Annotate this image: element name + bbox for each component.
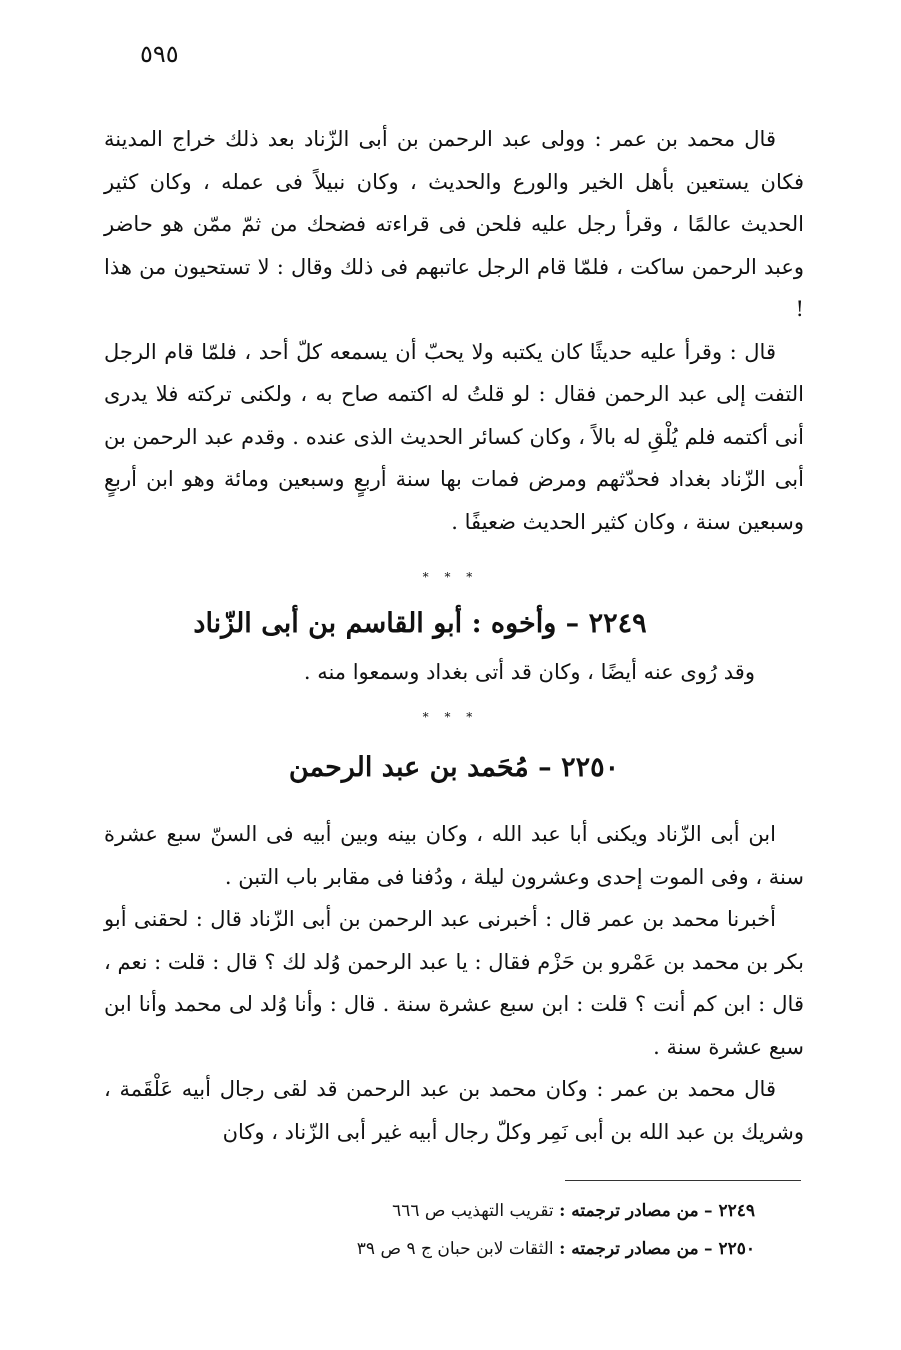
entry-heading-2249: ٢٢٤٩ – وأخوه : أبو القاسم بن أبى الزّناد — [193, 608, 647, 639]
entry-body-2250 — [104, 813, 804, 1153]
footnote — [357, 1230, 755, 1268]
biography-continuation — [104, 118, 804, 543]
entry-note-2249: وقد رُوى عنه أيضًا ، وكان قد أتى بغداد وسمعوا منه . — [303, 660, 755, 684]
footnote-text: تقريب التهذيب ص ٦٦٦ — [392, 1201, 554, 1221]
section-separator: * * * — [422, 710, 479, 724]
paragraph: ابن أبى الزّناد ويكنى أبا عبد الله ، وكان بينه وبين أبيه فى السنّ سبع عشرة سنة ، وفى الموت إحدى وعشرون ليلة ، ودُفنا فى مقابر باب التبن . — [104, 822, 804, 889]
footnote-divider — [565, 1180, 801, 1181]
footnote-number: ٢٢٥٠ – — [704, 1239, 755, 1259]
section-separator: * * * — [422, 570, 479, 584]
footnote-text: الثقات لابن حبان ج ٩ ص ٣٩ — [356, 1239, 554, 1259]
paragraph: قال محمد بن عمر : وولى عبد الرحمن بن أبى الزّناد بعد ذلك خراج المدينة فكان يستعين بأهل الخير والورع والحديث ، وكان نبيلاً فى عمله ، وكان كثير الحديث عالمًا ، وقرأ رجل عليه فلحن فى قراءته فضحك من ثمّ ممّن هو حاضر وعبد الرحمن ساكت ، فلمّا قام الرجل عاتبهم فى ذلك وقال : لا تستحيون من هذا ! — [104, 127, 804, 321]
footnote-label: من مصادر ترجمته : — [559, 1201, 699, 1221]
footnote — [357, 1192, 755, 1230]
page-number: ٥٩٥ — [140, 40, 179, 68]
entry-heading-2250: ٢٢٥٠ – مُحَمد بن عبد الرحمن — [288, 752, 620, 783]
footnotes — [357, 1192, 755, 1268]
paragraph: أخبرنا محمد بن عمر قال : أخبرنى عبد الرحمن بن أبى الزّناد قال : لحقنى أبو بكر بن محمد بن عَمْرو بن حَزْم فقال : يا عبد الرحمن وُلد لك ؟ قال : قلت : نعم ، قال : ابن كم أنت ؟ قلت : ابن سبع عشرة سنة . قال : وأنا وُلد لى محمد وأنا ابن سبع عشرة سنة . — [104, 907, 804, 1059]
paragraph: قال محمد بن عمر : وكان محمد بن عبد الرحمن قد لقى رجال أبيه عَلْقَمة ، وشريك بن عبد الله بن أبى نَمِر وكلّ رجال أبيه غير أبى الزّناد ، وكان — [104, 1077, 804, 1144]
footnote-label: من مصادر ترجمته : — [559, 1239, 699, 1259]
paragraph: قال : وقرأ عليه حديثًا كان يكتبه ولا يحبّ أن يسمعه كلّ أحد ، فلمّا قام الرجل التفت إلى عبد الرحمن فقال : لو قلتُ له اكتمه صاح به ، ولكنى تركته فلا يدرى أنى أكتمه فلم يُلْقِ له بالاً ، وكان كسائر الحديث الذى عنده . وقدم عبد الرحمن بن أبى الزّناد بغداد فحدّثهم ومرض فمات بها سنة أربعٍ وسبعين ومائة وهو ابن أربعٍ وسبعين سنة ، وكان كثير الحديث ضعيفًا . — [104, 339, 804, 534]
footnote-number: ٢٢٤٩ – — [704, 1201, 755, 1221]
